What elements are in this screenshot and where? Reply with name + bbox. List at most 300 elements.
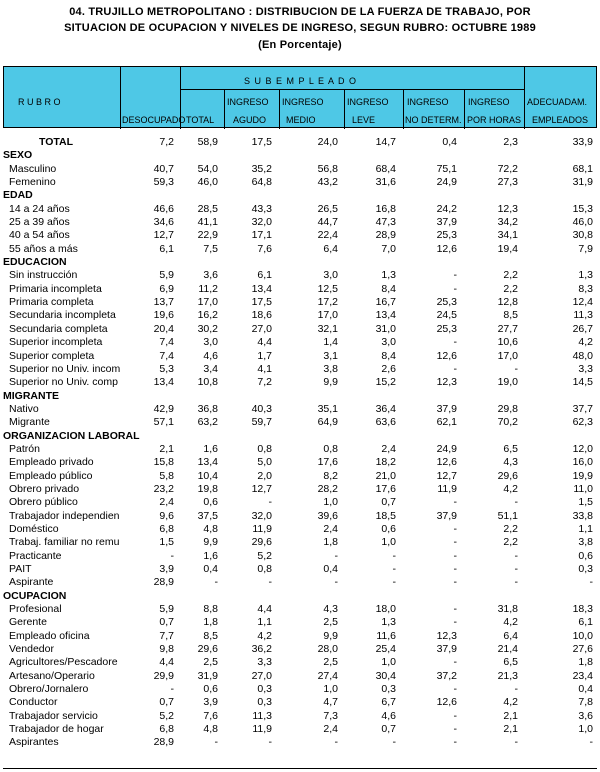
cell-value: 7,9 <box>578 242 593 255</box>
cell-value: 13,7 <box>153 296 174 309</box>
cell-value: 6,7 <box>381 696 396 709</box>
table-row <box>3 603 597 616</box>
cell-value: 7,6 <box>257 242 272 255</box>
cell-value: 1,0 <box>381 656 396 669</box>
cell-value: 4,2 <box>503 616 518 629</box>
cell-value: 17,0 <box>317 309 338 322</box>
table-title-line-1: 04. TRUJILLO METROPOLITANO : DISTRIBUCION DE LA FUERZA DE TRABAJO, POR <box>69 6 531 18</box>
table-row <box>3 323 597 336</box>
table-row <box>3 576 597 589</box>
cell-value: 36,4 <box>375 402 396 415</box>
data-table-body <box>3 136 597 750</box>
cell-value: 54,0 <box>197 162 218 175</box>
cell-value: 12,6 <box>436 696 457 709</box>
cell-value: 3,6 <box>203 269 218 282</box>
header-nodet-1: INGRESO <box>407 97 449 107</box>
cell-value: 0,4 <box>578 683 593 696</box>
cell-value: 13,4 <box>251 282 272 295</box>
cell-value: 1,6 <box>203 442 218 455</box>
table-bottom-rule <box>3 768 597 769</box>
row-label: MIGRANTE <box>3 389 59 402</box>
cell-value: 6,4 <box>503 629 518 642</box>
row-label: Empleado oficina <box>9 629 90 642</box>
cell-value: 29,9 <box>153 669 174 682</box>
cell-value: 7,8 <box>578 696 593 709</box>
cell-value: 4,3 <box>323 603 338 616</box>
cell-value: 6,9 <box>159 282 174 295</box>
cell-value: 4,4 <box>257 336 272 349</box>
header-leve-1: INGRESO <box>347 97 389 107</box>
cell-value: - <box>334 736 338 749</box>
cell-value: 17,6 <box>375 482 396 495</box>
row-label: Aspirante <box>9 576 54 589</box>
header-adecuadam-1: ADECUADAM. <box>527 97 588 107</box>
cell-value: 24,9 <box>436 442 457 455</box>
row-label: Obrero/Jornalero <box>9 683 89 696</box>
cell-value: 11,9 <box>252 522 272 535</box>
cell-value: 12,7 <box>251 482 272 495</box>
cell-value: 33,9 <box>572 136 593 148</box>
cell-value: 2,5 <box>323 616 338 629</box>
cell-value: 1,5 <box>578 496 593 509</box>
cell-value: 47,3 <box>375 216 396 229</box>
cell-value: 68,4 <box>375 162 396 175</box>
cell-value: 29,6 <box>251 536 272 549</box>
cell-value: 16,2 <box>197 309 218 322</box>
cell-value: 7,2 <box>257 376 272 389</box>
cell-value: - <box>514 576 518 589</box>
cell-value: - <box>170 549 174 562</box>
cell-value: 0,6 <box>578 549 593 562</box>
table-row <box>3 283 597 296</box>
cell-value: 10,6 <box>497 336 518 349</box>
cell-value: 37,9 <box>436 509 457 522</box>
table-row <box>3 309 597 322</box>
cell-value: 17,0 <box>497 349 518 362</box>
row-label: OCUPACION <box>3 589 67 602</box>
cell-value: 2,1 <box>503 723 518 736</box>
cell-value: 1,6 <box>203 549 218 562</box>
cell-value: 7,5 <box>203 242 218 255</box>
row-label: 55 años a más <box>9 242 78 255</box>
cell-value: 0,4 <box>203 563 218 575</box>
cell-value: 27,6 <box>572 643 593 656</box>
row-label: PAIT <box>9 563 32 575</box>
cell-value: 0,7 <box>381 723 396 736</box>
row-label: Superior no Univ. comp <box>9 376 118 389</box>
header-rubro: R U B R O <box>18 97 61 107</box>
cell-value: 31,9 <box>197 669 218 682</box>
header-total: TOTAL <box>186 115 215 125</box>
cell-value: 19,6 <box>153 309 174 322</box>
cell-value: 2,5 <box>203 656 218 669</box>
cell-value: 7,2 <box>159 136 174 148</box>
cell-value: 14,7 <box>375 136 396 148</box>
cell-value: 28,9 <box>153 736 174 749</box>
cell-value: 6,1 <box>257 269 272 282</box>
cell-value: 0,4 <box>442 136 457 148</box>
cell-value: 1,0 <box>578 723 593 736</box>
cell-value: 11,9 <box>252 723 272 736</box>
table-row <box>3 656 597 669</box>
cell-value: - <box>392 563 396 575</box>
row-label: Nativo <box>9 402 39 415</box>
cell-value: 3,8 <box>578 536 593 549</box>
row-label: Empleado privado <box>9 456 94 469</box>
cell-value: 28,9 <box>153 576 174 589</box>
row-label: ORGANIZACION LABORAL <box>3 429 140 442</box>
cell-value: 11,3 <box>252 709 272 722</box>
cell-value: 6,8 <box>159 522 174 535</box>
cell-value: 21,0 <box>375 469 396 482</box>
row-label: SEXO <box>3 149 33 162</box>
cell-value: 2,6 <box>381 362 396 375</box>
cell-value: - <box>589 736 593 749</box>
table-row <box>3 630 597 643</box>
cell-value: 12,6 <box>436 349 457 362</box>
cell-value: 15,3 <box>572 202 593 215</box>
cell-value: 17,1 <box>251 229 272 242</box>
cell-value: 3,8 <box>323 362 338 375</box>
cell-value: - <box>514 683 518 696</box>
cell-value: 22,9 <box>197 229 218 242</box>
table-row <box>3 710 597 723</box>
cell-value: 2,0 <box>257 469 272 482</box>
cell-value: 36,8 <box>197 402 218 415</box>
header-subempleado: S U B E M P L E A D O <box>244 76 358 86</box>
cell-value: 40,7 <box>153 162 174 175</box>
cell-value: 5,8 <box>159 469 174 482</box>
cell-value: 8,4 <box>381 282 396 295</box>
cell-value: 37,9 <box>436 643 457 656</box>
cell-value: 46,0 <box>197 176 218 189</box>
row-label: Migrante <box>9 416 50 429</box>
cell-value: 1,8 <box>578 656 593 669</box>
cell-value: 27,4 <box>317 669 338 682</box>
cell-value: 8,3 <box>578 282 593 295</box>
cell-value: 34,6 <box>153 216 174 229</box>
cell-value: 37,9 <box>436 216 457 229</box>
cell-value: 11,2 <box>198 282 218 295</box>
row-label: Sin instrucción <box>9 269 78 282</box>
header-agudo-2: AGUDO <box>233 115 267 125</box>
cell-value: 5,9 <box>159 269 174 282</box>
cell-value: 6,8 <box>159 723 174 736</box>
table-row <box>3 536 597 549</box>
cell-value: 42,9 <box>153 402 174 415</box>
cell-value: - <box>453 683 457 696</box>
cell-value: 37,5 <box>197 509 218 522</box>
cell-value: 1,8 <box>203 616 218 629</box>
cell-value: 2,3 <box>503 136 518 148</box>
cell-value: 27,7 <box>497 322 518 335</box>
cell-value: 9,9 <box>203 536 218 549</box>
cell-value: 62,3 <box>572 416 593 429</box>
cell-value: 7,4 <box>159 336 174 349</box>
cell-value: 3,9 <box>159 563 174 575</box>
table-row <box>3 563 597 576</box>
cell-value: 4,1 <box>257 362 272 375</box>
cell-value: 7,0 <box>381 242 396 255</box>
cell-value: 12,3 <box>497 202 518 215</box>
cell-value: 16,7 <box>375 296 396 309</box>
section-header-row <box>3 430 597 443</box>
cell-value: 44,7 <box>317 216 338 229</box>
cell-value: 0,6 <box>381 522 396 535</box>
cell-value: 2,2 <box>503 282 518 295</box>
cell-value: 16,8 <box>375 202 396 215</box>
cell-value: 34,2 <box>497 216 518 229</box>
cell-value: 34,1 <box>497 229 518 242</box>
cell-value: 12,6 <box>436 242 457 255</box>
cell-value: 31,6 <box>375 176 396 189</box>
table-row <box>3 269 597 282</box>
cell-value: 0,8 <box>257 442 272 455</box>
cell-value: 24,0 <box>317 136 338 148</box>
table-row <box>3 350 597 363</box>
cell-value: 1,5 <box>159 536 174 549</box>
cell-value: 7,7 <box>159 629 174 642</box>
cell-value: 68,1 <box>572 162 593 175</box>
cell-value: - <box>453 736 457 749</box>
section-header-row <box>3 590 597 603</box>
cell-value: 2,5 <box>323 656 338 669</box>
cell-value: 1,3 <box>381 269 396 282</box>
cell-value: 48,0 <box>572 349 593 362</box>
cell-value: 3,0 <box>323 269 338 282</box>
cell-value: 36,2 <box>251 643 272 656</box>
cell-value: 19,8 <box>197 482 218 495</box>
table-row <box>3 510 597 523</box>
cell-value: - <box>453 549 457 562</box>
cell-value: 2,2 <box>503 269 518 282</box>
cell-value: 8,8 <box>203 603 218 616</box>
cell-value: 4,2 <box>503 482 518 495</box>
table-header <box>3 66 597 128</box>
cell-value: 1,4 <box>323 336 338 349</box>
cell-value: 41,1 <box>197 216 218 229</box>
table-row <box>3 483 597 496</box>
cell-value: 1,3 <box>578 269 593 282</box>
cell-value: - <box>453 536 457 549</box>
cell-value: 2,1 <box>159 442 174 455</box>
cell-value: 4,2 <box>257 629 272 642</box>
cell-value: 0,7 <box>159 616 174 629</box>
section-header-row <box>3 256 597 269</box>
row-label: Agricultores/Pescadore <box>9 656 118 669</box>
cell-value: 25,3 <box>436 296 457 309</box>
cell-value: 19,4 <box>497 242 518 255</box>
cell-value: 24,5 <box>436 309 457 322</box>
cell-value: - <box>514 362 518 375</box>
cell-value: 4,6 <box>381 709 396 722</box>
table-row <box>3 456 597 469</box>
cell-value: 30,2 <box>197 322 218 335</box>
cell-value: 12,8 <box>497 296 518 309</box>
cell-value: - <box>268 736 272 749</box>
cell-value: 3,1 <box>323 349 338 362</box>
cell-value: 28,9 <box>375 229 396 242</box>
table-row <box>3 683 597 696</box>
cell-value: 12,3 <box>436 376 457 389</box>
row-label: Profesional <box>9 603 62 616</box>
row-label: Masculino <box>9 162 57 175</box>
cell-value: 7,3 <box>323 709 338 722</box>
cell-value: 17,5 <box>251 296 272 309</box>
cell-value: 4,2 <box>503 696 518 709</box>
row-label: 14 a 24 años <box>9 202 70 215</box>
cell-value: - <box>453 522 457 535</box>
cell-value: 1,0 <box>381 536 396 549</box>
cell-value: 8,5 <box>203 629 218 642</box>
cell-value: - <box>514 549 518 562</box>
cell-value: 59,7 <box>251 416 272 429</box>
table-row <box>3 296 597 309</box>
cell-value: 7,4 <box>159 349 174 362</box>
cell-value: - <box>334 576 338 589</box>
cell-value: 26,5 <box>317 202 338 215</box>
cell-value: 0,3 <box>578 563 593 575</box>
cell-value: 12,5 <box>317 282 338 295</box>
table-row <box>3 336 597 349</box>
cell-value: 37,7 <box>572 402 593 415</box>
cell-value: 1,0 <box>323 683 338 696</box>
cell-value: 11,9 <box>437 482 457 495</box>
table-row <box>3 376 597 389</box>
cell-value: 6,1 <box>159 242 174 255</box>
cell-value: 4,4 <box>159 656 174 669</box>
table-row <box>3 696 597 709</box>
cell-value: 4,4 <box>257 603 272 616</box>
cell-value: 1,7 <box>257 349 272 362</box>
cell-value: 10,4 <box>197 469 218 482</box>
table-row <box>3 163 597 176</box>
cell-value: 3,3 <box>578 362 593 375</box>
cell-value: 4,8 <box>203 723 218 736</box>
cell-value: 16,0 <box>572 456 593 469</box>
table-row <box>3 670 597 683</box>
cell-value: 1,1 <box>578 522 593 535</box>
header-agudo-1: INGRESO <box>227 97 269 107</box>
cell-value: 28,2 <box>317 482 338 495</box>
cell-value: - <box>453 282 457 295</box>
cell-value: 23,2 <box>153 482 174 495</box>
cell-value: 8,4 <box>381 349 396 362</box>
cell-value: - <box>453 496 457 509</box>
cell-value: 3,4 <box>203 362 218 375</box>
table-row <box>3 550 597 563</box>
row-label: 40 a 54 años <box>9 229 70 242</box>
cell-value: 57,1 <box>153 416 174 429</box>
row-label: Superior completa <box>9 349 95 362</box>
table-row <box>3 203 597 216</box>
cell-value: - <box>589 576 593 589</box>
cell-value: - <box>170 683 174 696</box>
cell-value: 22,4 <box>317 229 338 242</box>
cell-value: 5,2 <box>257 549 272 562</box>
cell-value: 18,5 <box>375 509 396 522</box>
cell-value: - <box>453 269 457 282</box>
cell-value: 15,2 <box>375 376 396 389</box>
cell-value: 18,6 <box>251 309 272 322</box>
cell-value: 1,8 <box>323 536 338 549</box>
cell-value: - <box>453 616 457 629</box>
table-row <box>3 443 597 456</box>
cell-value: 12,4 <box>572 296 593 309</box>
row-label: Trabajador servicio <box>9 709 98 722</box>
cell-value: - <box>453 563 457 575</box>
cell-value: 0,3 <box>257 696 272 709</box>
table-row <box>3 736 597 749</box>
section-header-row <box>3 189 597 202</box>
row-label: Patrón <box>9 442 40 455</box>
cell-value: 31,8 <box>497 603 518 616</box>
table-subtitle: (En Porcentaje) <box>258 39 342 51</box>
cell-value: 10,8 <box>197 376 218 389</box>
cell-value: 37,2 <box>436 669 457 682</box>
cell-value: 3,6 <box>578 709 593 722</box>
row-label: Femenino <box>9 176 56 189</box>
cell-value: 39,6 <box>317 509 338 522</box>
header-horas-2: POR HORAS <box>467 115 522 125</box>
cell-value: - <box>392 576 396 589</box>
row-label: TOTAL <box>39 136 74 148</box>
cell-value: 64,8 <box>251 176 272 189</box>
cell-value: - <box>214 576 218 589</box>
cell-value: 2,4 <box>323 522 338 535</box>
cell-value: 12,0 <box>572 442 593 455</box>
cell-value: 0,4 <box>323 563 338 575</box>
cell-value: 62,1 <box>436 416 457 429</box>
cell-value: 37,9 <box>436 402 457 415</box>
cell-value: 21,4 <box>497 643 518 656</box>
row-label: Trabajador de hogar <box>9 723 104 736</box>
cell-value: 7,6 <box>203 709 218 722</box>
cell-value: 0,6 <box>203 683 218 696</box>
row-label: EDUCACION <box>3 256 67 269</box>
cell-value: 75,1 <box>436 162 457 175</box>
cell-value: 2,1 <box>503 709 518 722</box>
cell-value: 56,8 <box>317 162 338 175</box>
cell-value: 18,0 <box>375 603 396 616</box>
cell-value: - <box>453 362 457 375</box>
table-row <box>3 723 597 736</box>
header-medio-1: INGRESO <box>282 97 324 107</box>
cell-value: - <box>514 563 518 575</box>
cell-value: 21,3 <box>497 669 518 682</box>
cell-value: 28,5 <box>197 202 218 215</box>
table-row <box>3 403 597 416</box>
cell-value: - <box>392 549 396 562</box>
cell-value: 59,3 <box>153 176 174 189</box>
row-label: Trabaj. familiar no remu <box>9 536 120 549</box>
header-adecuadam-2: EMPLEADOS <box>532 115 589 125</box>
row-label: 25 a 39 años <box>9 216 70 229</box>
cell-value: 14,5 <box>572 376 593 389</box>
cell-value: - <box>453 336 457 349</box>
cell-value: 19,9 <box>572 469 593 482</box>
row-label: Obrero privado <box>9 482 80 495</box>
cell-value: 5,0 <box>257 456 272 469</box>
cell-value: 13,4 <box>153 376 174 389</box>
table-title-line-2: SITUACION DE OCUPACION Y NIVELES DE INGRESO, SEGUN RUBRO: OCTUBRE 1989 <box>64 22 536 34</box>
cell-value: 27,0 <box>251 669 272 682</box>
cell-value: 32,0 <box>251 216 272 229</box>
cell-value: 72,2 <box>497 162 518 175</box>
row-label: Obrero público <box>9 496 78 509</box>
row-label: Conductor <box>9 696 58 709</box>
row-label: Secundaria incompleta <box>9 309 116 322</box>
